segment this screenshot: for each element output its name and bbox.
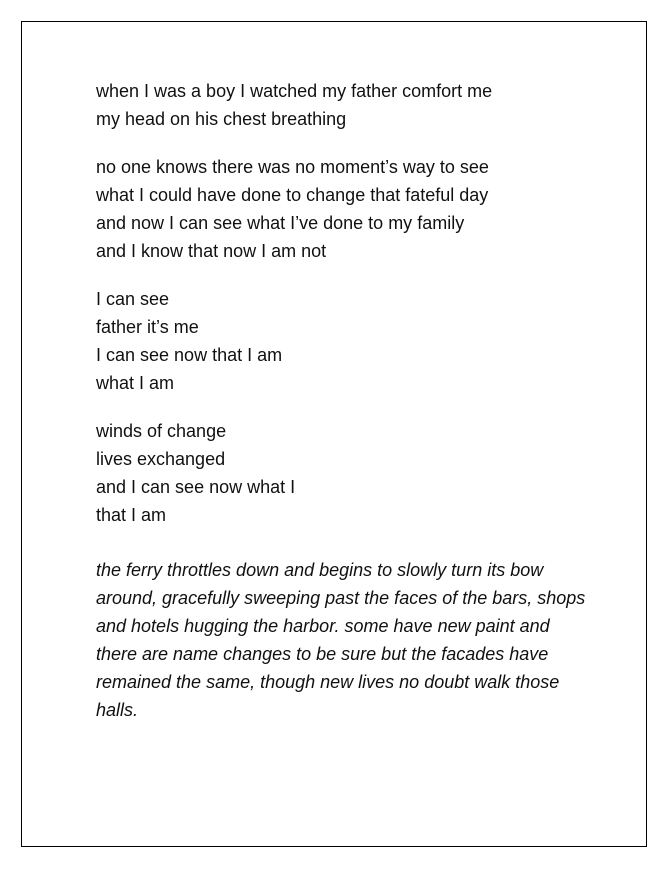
- poem-line: winds of change: [96, 421, 227, 441]
- italic-prose-paragraph: the ferry throttles down and begins to slowly turn its bow around, gracefully sweeping past the faces of the bars, shops and hotels hugging the harbor. some have new paint and there are name changes to be sure but the facades have remained the same, though new lives no doubt walk those halls.: [96, 560, 586, 720]
- poem-line: my head on his chest breathing: [96, 109, 347, 129]
- poem-line: what I am: [96, 373, 175, 393]
- stanza-1: [96, 77, 596, 133]
- poem-line: that I am: [96, 505, 167, 525]
- poem-line: lives exchanged: [96, 449, 226, 469]
- poem-line: I can see: [96, 289, 170, 309]
- poem-line: when I was a boy I watched my father comfort me: [96, 81, 493, 101]
- page-content: [96, 77, 596, 742]
- poem-line: what I could have done to change that fateful day: [96, 185, 489, 205]
- poem-line: and I know that now I am not: [96, 241, 327, 261]
- poem-line: and I can see now what I: [96, 477, 296, 497]
- poem-line: father it’s me: [96, 317, 199, 337]
- stanza-4: [96, 417, 596, 529]
- poem-line: no one knows there was no moment’s way to see: [96, 157, 489, 177]
- poem-line: I can see now that I am: [96, 345, 283, 365]
- document-page: [21, 21, 647, 847]
- poem-line: and now I can see what I’ve done to my family: [96, 213, 465, 233]
- stanza-2: [96, 153, 596, 265]
- stanza-3: [96, 285, 596, 397]
